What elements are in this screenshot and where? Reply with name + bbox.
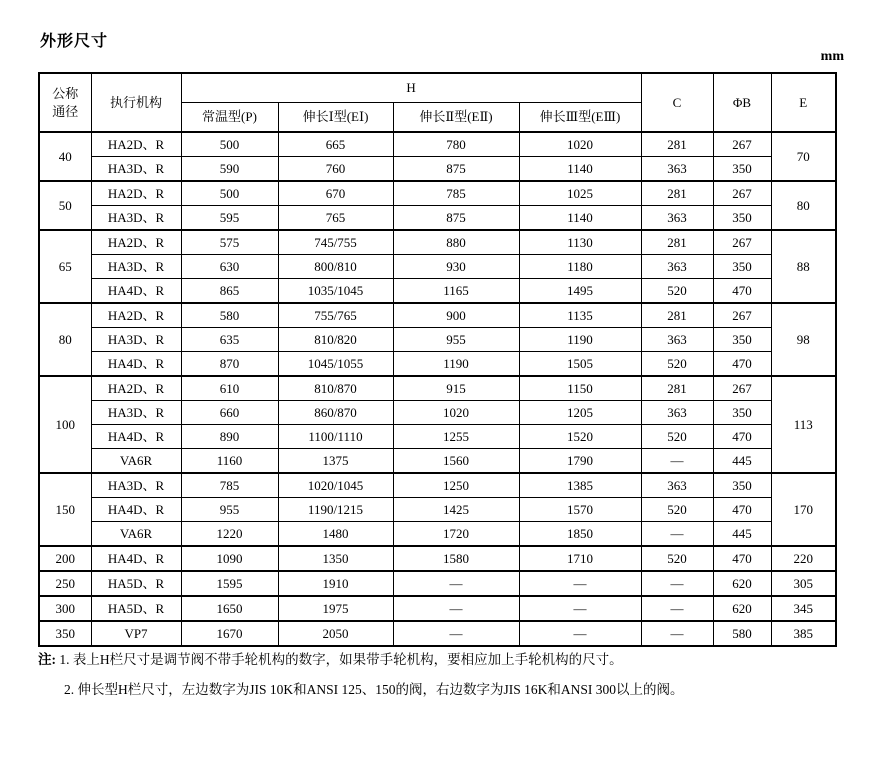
cell-actuator: VA6R xyxy=(91,522,181,547)
cell-phib: 267 xyxy=(713,181,771,206)
cell-c: 281 xyxy=(641,230,713,255)
table-row xyxy=(39,352,836,377)
cell-actuator: HA2D、R xyxy=(91,181,181,206)
cell-h-extended-2: 1425 xyxy=(393,498,519,522)
cell-h-extended-3: 1130 xyxy=(519,230,641,255)
header-nominal-diameter xyxy=(39,73,91,132)
cell-h-extended-3: 1850 xyxy=(519,522,641,547)
cell-e: 305 xyxy=(771,571,836,596)
cell-phib: 350 xyxy=(713,328,771,352)
cell-h-extended-2: 780 xyxy=(393,132,519,157)
cell-actuator: HA4D、R xyxy=(91,279,181,304)
cell-phib: 267 xyxy=(713,230,771,255)
cell-h-extended-3: 1025 xyxy=(519,181,641,206)
note-2-text: 2. 伸长型H栏尺寸，左边数字为JIS 10K和ANSI 125、150的阀，右边数字为JIS 16K和ANSI 300以上的阀。 xyxy=(64,681,684,697)
header-row-1 xyxy=(39,73,836,103)
cell-e: 385 xyxy=(771,621,836,646)
cell-c: 520 xyxy=(641,425,713,449)
cell-h-extended-3: 1020 xyxy=(519,132,641,157)
cell-c: 363 xyxy=(641,473,713,498)
cell-h-normal: 1595 xyxy=(181,571,278,596)
cell-h-extended-1: 765 xyxy=(278,206,393,231)
table-row xyxy=(39,206,836,231)
cell-h-normal: 1650 xyxy=(181,596,278,621)
cell-h-extended-1: 1910 xyxy=(278,571,393,596)
cell-nominal-diameter: 80 xyxy=(39,303,91,376)
cell-nominal-diameter: 200 xyxy=(39,546,91,571)
cell-actuator: HA2D、R xyxy=(91,230,181,255)
cell-phib: 580 xyxy=(713,621,771,646)
cell-actuator: HA5D、R xyxy=(91,571,181,596)
cell-actuator: VA6R xyxy=(91,449,181,474)
cell-phib: 267 xyxy=(713,376,771,401)
cell-h-extended-3: — xyxy=(519,596,641,621)
cell-h-normal: 575 xyxy=(181,230,278,255)
cell-actuator: HA3D、R xyxy=(91,328,181,352)
cell-c: 281 xyxy=(641,303,713,328)
cell-c: 520 xyxy=(641,352,713,377)
cell-phib: 267 xyxy=(713,303,771,328)
header-h: H xyxy=(181,73,641,103)
table-row xyxy=(39,522,836,547)
cell-h-extended-1: 800/810 xyxy=(278,255,393,279)
cell-h-extended-2: 955 xyxy=(393,328,519,352)
cell-c: 363 xyxy=(641,255,713,279)
cell-h-extended-3: 1570 xyxy=(519,498,641,522)
cell-phib: 350 xyxy=(713,473,771,498)
table-row xyxy=(39,303,836,328)
cell-h-extended-1: 1020/1045 xyxy=(278,473,393,498)
header-h-extended-1: 伸长Ⅰ型(EⅠ) xyxy=(278,103,393,133)
cell-h-normal: 610 xyxy=(181,376,278,401)
cell-h-normal: 1160 xyxy=(181,449,278,474)
table-row xyxy=(39,376,836,401)
cell-nominal-diameter: 50 xyxy=(39,181,91,230)
cell-h-extended-3: 1135 xyxy=(519,303,641,328)
cell-h-normal: 590 xyxy=(181,157,278,182)
cell-h-extended-2: 880 xyxy=(393,230,519,255)
cell-h-normal: 500 xyxy=(181,181,278,206)
header-h-normal-type: 常温型(P) xyxy=(181,103,278,133)
cell-h-extended-3: 1790 xyxy=(519,449,641,474)
cell-c: — xyxy=(641,571,713,596)
table-row xyxy=(39,401,836,425)
cell-phib: 470 xyxy=(713,352,771,377)
note-2 xyxy=(38,681,684,700)
cell-phib: 267 xyxy=(713,132,771,157)
cell-nominal-diameter: 150 xyxy=(39,473,91,546)
cell-h-extended-2: 785 xyxy=(393,181,519,206)
cell-c: 363 xyxy=(641,206,713,231)
table-row xyxy=(39,546,836,571)
notes xyxy=(38,651,684,700)
cell-h-extended-1: 670 xyxy=(278,181,393,206)
cell-h-extended-1: 1035/1045 xyxy=(278,279,393,304)
cell-phib: 350 xyxy=(713,157,771,182)
cell-h-normal: 500 xyxy=(181,132,278,157)
cell-phib: 470 xyxy=(713,425,771,449)
cell-h-extended-2: 1580 xyxy=(393,546,519,571)
cell-actuator: HA4D、R xyxy=(91,546,181,571)
cell-h-extended-3: — xyxy=(519,571,641,596)
cell-h-extended-1: 760 xyxy=(278,157,393,182)
cell-actuator: HA3D、R xyxy=(91,255,181,279)
cell-h-extended-2: 915 xyxy=(393,376,519,401)
cell-h-extended-3: 1505 xyxy=(519,352,641,377)
cell-nominal-diameter: 350 xyxy=(39,621,91,646)
cell-phib: 470 xyxy=(713,279,771,304)
cell-nominal-diameter: 100 xyxy=(39,376,91,473)
cell-h-extended-1: 860/870 xyxy=(278,401,393,425)
cell-h-extended-1: 1100/1110 xyxy=(278,425,393,449)
notes-label: 注: xyxy=(38,652,56,667)
cell-phib: 620 xyxy=(713,596,771,621)
cell-h-extended-1: 755/765 xyxy=(278,303,393,328)
table-row xyxy=(39,571,836,596)
cell-e: 80 xyxy=(771,181,836,230)
cell-e: 98 xyxy=(771,303,836,376)
cell-c: 281 xyxy=(641,132,713,157)
cell-h-extended-3: 1205 xyxy=(519,401,641,425)
cell-nominal-diameter: 250 xyxy=(39,571,91,596)
cell-actuator: HA3D、R xyxy=(91,206,181,231)
table-row xyxy=(39,230,836,255)
cell-h-extended-3: 1495 xyxy=(519,279,641,304)
cell-e: 88 xyxy=(771,230,836,303)
header-h-extended-3: 伸长Ⅲ型(EⅢ) xyxy=(519,103,641,133)
note-1 xyxy=(38,651,684,670)
cell-phib: 445 xyxy=(713,522,771,547)
header-e: E xyxy=(771,73,836,132)
cell-h-extended-1: 1975 xyxy=(278,596,393,621)
cell-c: 363 xyxy=(641,401,713,425)
cell-h-normal: 1090 xyxy=(181,546,278,571)
cell-c: — xyxy=(641,449,713,474)
cell-e: 70 xyxy=(771,132,836,181)
table-row xyxy=(39,596,836,621)
cell-c: — xyxy=(641,596,713,621)
cell-h-extended-1: 1190/1215 xyxy=(278,498,393,522)
cell-actuator: HA4D、R xyxy=(91,498,181,522)
cell-phib: 350 xyxy=(713,255,771,279)
cell-h-extended-2: — xyxy=(393,596,519,621)
cell-e: 220 xyxy=(771,546,836,571)
cell-h-extended-1: 810/870 xyxy=(278,376,393,401)
cell-phib: 445 xyxy=(713,449,771,474)
cell-nominal-diameter: 65 xyxy=(39,230,91,303)
table-row xyxy=(39,425,836,449)
cell-h-extended-3: 1385 xyxy=(519,473,641,498)
cell-h-extended-2: 1165 xyxy=(393,279,519,304)
cell-nominal-diameter: 40 xyxy=(39,132,91,181)
cell-h-extended-3: 1520 xyxy=(519,425,641,449)
cell-h-extended-2: 1255 xyxy=(393,425,519,449)
dimensions-table xyxy=(38,72,837,647)
cell-h-extended-2: — xyxy=(393,621,519,646)
cell-phib: 350 xyxy=(713,401,771,425)
cell-h-extended-1: 1045/1055 xyxy=(278,352,393,377)
cell-c: — xyxy=(641,621,713,646)
cell-h-extended-3: 1140 xyxy=(519,206,641,231)
table-row xyxy=(39,449,836,474)
cell-actuator: HA4D、R xyxy=(91,352,181,377)
cell-h-extended-3: 1710 xyxy=(519,546,641,571)
cell-h-normal: 660 xyxy=(181,401,278,425)
cell-h-normal: 580 xyxy=(181,303,278,328)
cell-h-extended-1: 1375 xyxy=(278,449,393,474)
cell-actuator: HA2D、R xyxy=(91,376,181,401)
table-row xyxy=(39,498,836,522)
cell-c: 363 xyxy=(641,157,713,182)
table-row xyxy=(39,132,836,157)
cell-h-extended-1: 1480 xyxy=(278,522,393,547)
cell-actuator: HA2D、R xyxy=(91,132,181,157)
table-row xyxy=(39,255,836,279)
header-nominal-diameter-line2: 通径 xyxy=(52,103,79,119)
cell-h-extended-1: 1350 xyxy=(278,546,393,571)
cell-h-extended-2: 930 xyxy=(393,255,519,279)
cell-phib: 470 xyxy=(713,546,771,571)
cell-c: — xyxy=(641,522,713,547)
cell-e: 170 xyxy=(771,473,836,546)
cell-e: 113 xyxy=(771,376,836,473)
cell-h-extended-2: — xyxy=(393,571,519,596)
cell-actuator: HA5D、R xyxy=(91,596,181,621)
table-body xyxy=(39,132,836,646)
cell-h-extended-3: 1150 xyxy=(519,376,641,401)
cell-h-extended-3: — xyxy=(519,621,641,646)
cell-actuator: HA3D、R xyxy=(91,401,181,425)
note-1-text: 1. 表上H栏尺寸是调节阀不带手轮机构的数字，如果带手轮机构，要相应加上手轮机构的尺寸。 xyxy=(59,652,623,667)
cell-e: 345 xyxy=(771,596,836,621)
cell-h-extended-2: 875 xyxy=(393,206,519,231)
header-c: C xyxy=(641,73,713,132)
header-phib: ΦB xyxy=(713,73,771,132)
cell-h-extended-1: 810/820 xyxy=(278,328,393,352)
cell-h-normal: 635 xyxy=(181,328,278,352)
cell-h-normal: 870 xyxy=(181,352,278,377)
cell-h-normal: 1670 xyxy=(181,621,278,646)
table-row xyxy=(39,473,836,498)
cell-h-extended-1: 2050 xyxy=(278,621,393,646)
cell-h-extended-2: 1190 xyxy=(393,352,519,377)
cell-actuator: HA3D、R xyxy=(91,473,181,498)
table-row xyxy=(39,157,836,182)
cell-h-normal: 785 xyxy=(181,473,278,498)
cell-c: 281 xyxy=(641,181,713,206)
cell-c: 281 xyxy=(641,376,713,401)
cell-h-extended-2: 1020 xyxy=(393,401,519,425)
cell-phib: 470 xyxy=(713,498,771,522)
cell-h-extended-3: 1190 xyxy=(519,328,641,352)
cell-h-extended-2: 1560 xyxy=(393,449,519,474)
cell-h-extended-1: 665 xyxy=(278,132,393,157)
cell-h-normal: 955 xyxy=(181,498,278,522)
cell-actuator: VP7 xyxy=(91,621,181,646)
cell-c: 520 xyxy=(641,279,713,304)
table-row xyxy=(39,621,836,646)
table-header xyxy=(39,73,836,132)
table-row xyxy=(39,181,836,206)
cell-phib: 350 xyxy=(713,206,771,231)
unit-label: mm xyxy=(820,49,844,64)
table-row xyxy=(39,328,836,352)
header-nominal-diameter-line1: 公称 xyxy=(52,85,79,101)
cell-actuator: HA4D、R xyxy=(91,425,181,449)
table-row xyxy=(39,279,836,304)
cell-nominal-diameter: 300 xyxy=(39,596,91,621)
cell-h-normal: 595 xyxy=(181,206,278,231)
cell-h-normal: 630 xyxy=(181,255,278,279)
cell-h-extended-2: 1250 xyxy=(393,473,519,498)
cell-h-extended-3: 1180 xyxy=(519,255,641,279)
cell-c: 363 xyxy=(641,328,713,352)
header-actuator: 执行机构 xyxy=(91,73,181,132)
cell-h-extended-3: 1140 xyxy=(519,157,641,182)
cell-h-extended-2: 1720 xyxy=(393,522,519,547)
cell-h-extended-1: 745/755 xyxy=(278,230,393,255)
header-h-extended-2: 伸长Ⅱ型(EⅡ) xyxy=(393,103,519,133)
cell-h-extended-2: 900 xyxy=(393,303,519,328)
cell-c: 520 xyxy=(641,498,713,522)
cell-h-extended-2: 875 xyxy=(393,157,519,182)
page-title: 外形尺寸 xyxy=(40,33,109,50)
cell-c: 520 xyxy=(641,546,713,571)
cell-actuator: HA3D、R xyxy=(91,157,181,182)
cell-actuator: HA2D、R xyxy=(91,303,181,328)
cell-h-normal: 890 xyxy=(181,425,278,449)
cell-h-normal: 865 xyxy=(181,279,278,304)
cell-phib: 620 xyxy=(713,571,771,596)
cell-h-normal: 1220 xyxy=(181,522,278,547)
